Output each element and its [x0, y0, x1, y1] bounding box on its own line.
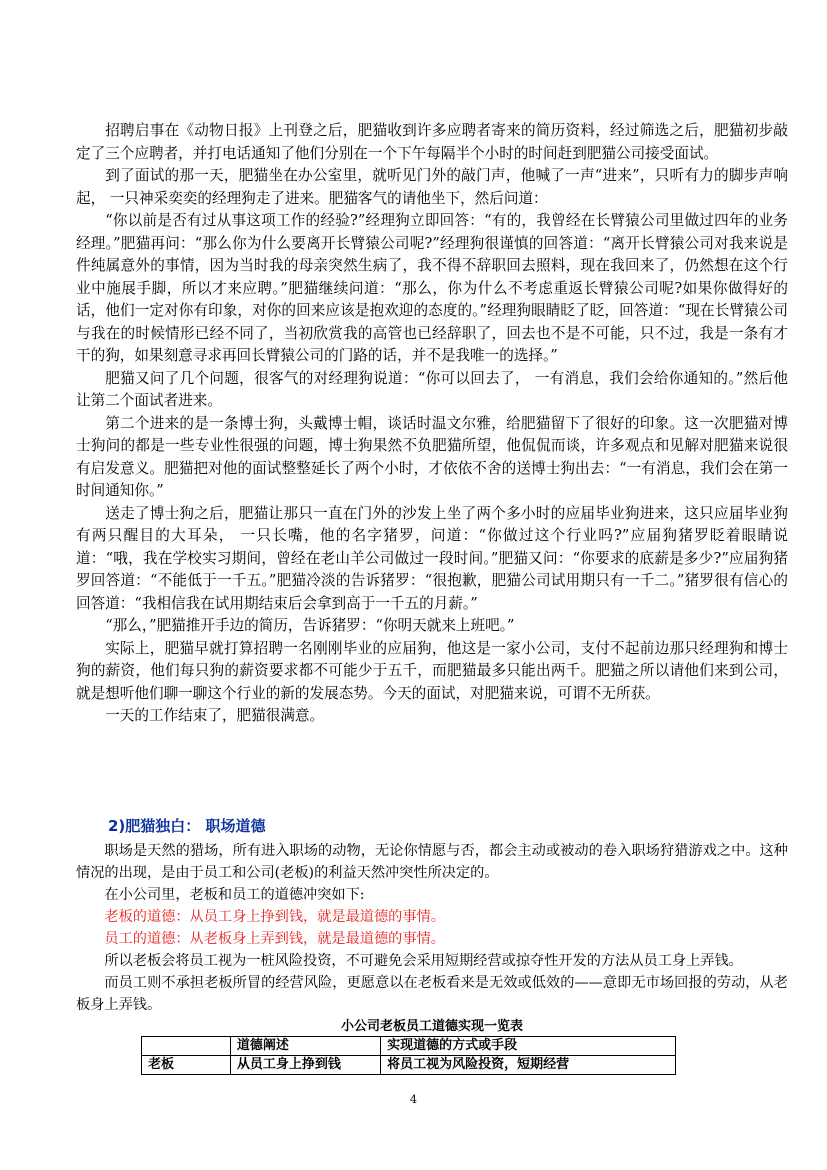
story-paragraph: 招聘启事在《动物日报》上刊登之后，肥猫收到许多应聘者寄来的简历资料，经过筛选之后，肥猫初步敲定了三个应聘者，并打电话通知了他们分别在一个下午每隔半个小时的时间赶到肥猫公司接受面试。: [76, 122, 788, 162]
table-cell: 老板: [142, 1056, 231, 1075]
story-paragraph: 到了面试的那一天，肥猫坐在办公室里，就听见门外的敲门声，他喊了一声“进来”，只听有力的脚步声响起， 一只神采奕奕的经理狗走了进来。肥猫客气的请他坐下，然后问道：: [76, 167, 788, 207]
story-paragraph: “你以前是否有过从事这项工作的经验?”经理狗立即回答：“有的，我曾经在长臂猿公司里做过四年的业务经理。”肥猫再问：“那么你为什么要离开长臂猿公司呢?”经理狗很谨慎的回答道：“离开长臂猿公司对我来说是件纯属意外的事情，因为当时我的母亲突然生病了，我不得不辞职回去照料，现在我回来了，仍然想在这个行业中施展手脚，所以才来应聘。”肥猫继续问道：“那么，你为什么不考虑重返长臂猿公司呢?如果你做得好的话，他们一定对你有印象，对你的回来应该是抱欢迎的态度的。”经理狗眼睛眨了眨，回答道：“现在长臂猿公司与我在的时候情形已经不同了，当初欣赏我的高管也已经辞职了，回去也不是不可能，只不过，我是一条有才干的狗，如果刻意寻求再回长臂猿公司的门路的话，并不是我唯一的选择。”: [76, 212, 788, 364]
ethics-table: [141, 1036, 676, 1075]
story-paragraph: 送走了博士狗之后，肥猫让那只一直在门外的沙发上坐了两个多小时的应届毕业狗进来，这只应届毕业狗有两只醒目的大耳朵， 一只长嘴，他的名字猪罗，问道：“你做过这个行业吗?”应届狗猪罗眨着眼睛说道：“哦，我在学校实习期间，曾经在老山羊公司做过一段时间。”肥猫又问：“你要求的底薪是多少?”应届狗猪罗回答道：“不能低于一千五。”肥猫冷淡的告诉猪罗：“很抱歉，肥猫公司试用期只有一千二。”猪罗很有信心的回答道：“我相信我在试用期结束后会拿到高于一千五的月薪。”: [76, 504, 788, 612]
story-body: [76, 120, 788, 728]
story-paragraph: 第二个进来的是一条博士狗，头戴博士帽，谈话时温文尔雅，给肥猫留下了很好的印象。这一次肥猫对博士狗问的都是一些专业性很强的问题，博士狗果然不负肥猫所望，他侃侃而谈，许多观点和见解对肥猫来说很有启发意义。肥猫把对他的面试整整延长了两个小时，才依依不舍的送博士狗出去：“一有消息，我们会在第一时间通知你。”: [76, 414, 788, 499]
table-cell: 将员工视为风险投资，短期经营: [381, 1056, 676, 1075]
story-paragraph: 实际上，肥猫早就打算招聘一名刚刚毕业的应届狗，他这是一家小公司，支付不起前边那只经理狗和博士狗的薪资，他们每只狗的薪资要求都不可能少于五千，而肥猫最多只能出两千。肥猫之所以请他们来到公司，就是想听他们聊一聊这个行业的新的发展态势。今天的面试，对肥猫来说，可谓不无所获。: [76, 639, 788, 702]
boss-ethics-line: 老板的道德：从员工身上挣到钱，就是最道德的事情。: [104, 909, 445, 925]
section-heading: 2)肥猫独白： 职场道德: [108, 817, 266, 835]
section-paragraph: 职场是天然的猎场，所有进入职场的动物，无论你情愿与否，都会主动或被动的卷入职场狩猎游戏之中。这种情况的出现，是由于员工和公司(老板)的利益天然冲突性所决定的。: [76, 843, 788, 881]
table-title: 小公司老板员工道德实现一览表: [340, 1019, 523, 1034]
story-paragraph: 一天的工作结束了，肥猫很满意。: [105, 707, 325, 724]
table-header-cell: 道德阐述: [230, 1037, 380, 1056]
table-row: [142, 1056, 676, 1075]
monologue-section: [76, 815, 788, 1016]
story-paragraph: “那么，”肥猫推开手边的简历，告诉猪罗：“你明天就来上班吧。”: [105, 617, 515, 634]
staff-ethics-line: 员工的道德：从老板身上弄到钱，就是最道德的事情。: [104, 931, 445, 947]
section-paragraph: 而员工则不承担老板所冒的经营风险，更愿意以在老板看来是无效或低效的——意即无市场回报的劳动，从老板身上弄钱。: [76, 975, 788, 1013]
table-header-row: [142, 1037, 676, 1056]
page-number: 4: [410, 1093, 417, 1106]
table-header-cell: [142, 1037, 231, 1056]
story-paragraph: 肥猫又问了几个问题，很客气的对经理狗说道：“你可以回去了， 一有消息，我们会给你通知的。”然后他让第二个面试者进来。: [76, 369, 788, 409]
table-header-cell: 实现道德的方式或手段: [381, 1037, 676, 1056]
section-paragraph: 在小公司里，老板和员工的道德冲突如下:: [104, 887, 365, 903]
table-cell: 从员工身上挣到钱: [230, 1056, 380, 1075]
section-paragraph: 所以老板会将员工视为一桩风险投资，不可避免会采用短期经营或掠夺性开发的方法从员工身上弄钱。: [104, 953, 743, 969]
